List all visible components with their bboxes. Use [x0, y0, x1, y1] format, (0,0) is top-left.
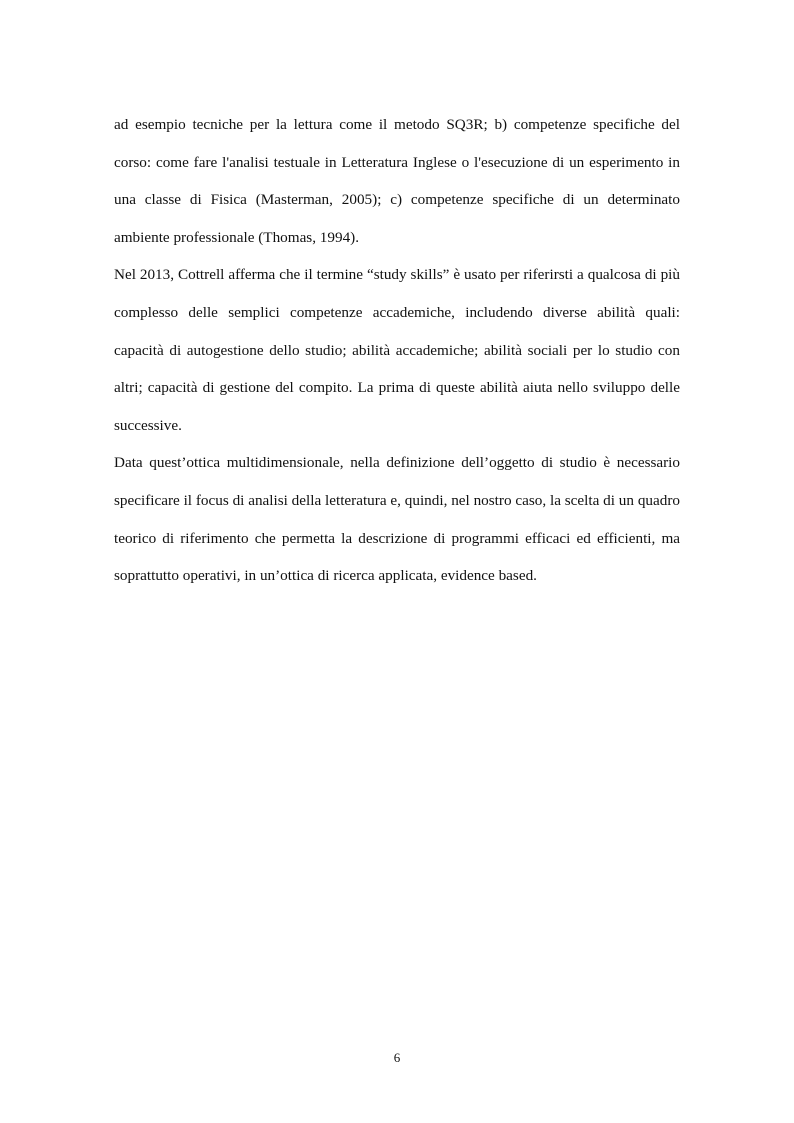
paragraph-cottrell-2013: Nel 2013, Cottrell afferma che il termine “study skills” è usato per riferirsti a qualcosa di più complesso delle semplici competenze accademiche, includendo diverse abilità quali: capacità di autogestione dello studio; abilità accademiche; abilità sociali per lo studio con altri; capacità di gestione del compito. La prima di queste abilità aiuta nello sviluppo delle successive.: [114, 266, 680, 434]
paragraph-multidimensional-perspective: Data quest’ottica multidimensionale, nella definizione dell’oggetto di studio è necessario specificare il focus di analisi della letteratura e, quindi, nel nostro caso, la scelta di un quadro teorico di riferimento che permetta la descrizione di programmi efficaci ed efficienti, ma soprattutto operativi, in un’ottica di ricerca applicata, evidence based.: [114, 454, 680, 585]
page-number: 6: [393, 1050, 401, 1065]
paragraph-study-skills-categories: ad esempio tecniche per la lettura come il metodo SQ3R; b) competenze specifiche del corso: come fare l'analisi testuale in Letteratura Inglese o l'esecuzione di un esperimento in una classe di Fisica (Masterman, 2005); c) competenze specifiche di un determinato ambiente professionale (Thomas, 1994).: [114, 116, 680, 246]
body-text: [114, 106, 680, 595]
